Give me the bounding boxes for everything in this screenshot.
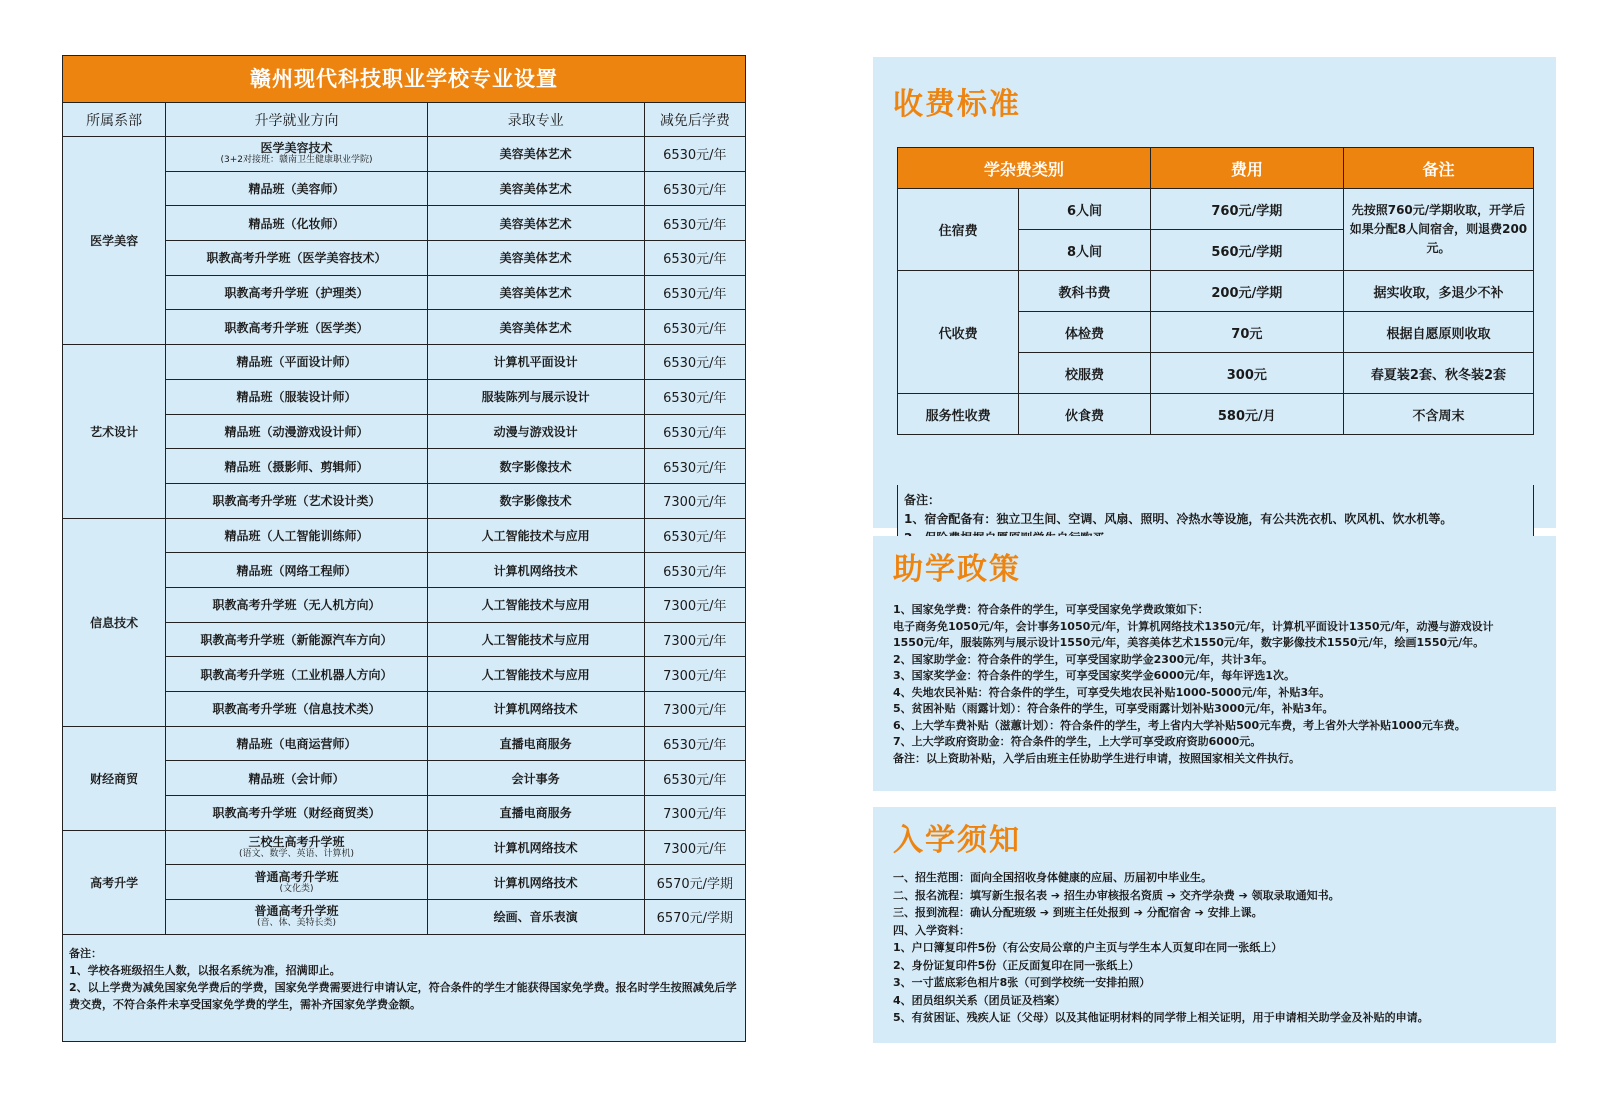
fee-amount: 560元/学期: [1150, 230, 1343, 271]
aid-line: 1、国家免学费：符合条件的学生，可享受国家免学费政策如下：: [893, 603, 1209, 616]
fee-cell: 6570元/学期: [644, 900, 745, 935]
fee-amount: 300元: [1150, 353, 1343, 394]
direction-cell: 精品班（动漫游戏设计师）: [166, 414, 427, 449]
fee-cell: 6530元/年: [644, 414, 745, 449]
admission-line: 四、入学资料：: [893, 923, 970, 937]
fee-standard-title: 收费标准: [893, 87, 1021, 122]
fee-item: 体检费: [1019, 312, 1151, 353]
fee-item: 校服费: [1019, 353, 1151, 394]
fee-cell: 7300元/年: [644, 587, 745, 622]
admission-line: 1、户口簿复印件5份（有公安局公章的户主页与学生本人页复印在同一张纸上）: [893, 941, 1283, 954]
major-row: [63, 553, 745, 588]
admission-panel: [873, 807, 1556, 1043]
direction-cell: 职教高考升学班（护理类）: [166, 275, 427, 310]
aid-line: 6、上大学车费补贴（滋蕙计划）：符合条件的学生，考上省内大学补贴500元车费，考上省外大学补贴1000元车费。: [893, 718, 1466, 732]
major-row: [63, 483, 745, 518]
direction-cell: 职教高考升学班（信息技术类）: [166, 692, 427, 727]
fee-note: 不含周末: [1343, 394, 1533, 435]
major-cell: 绘画、音乐表演: [427, 900, 644, 935]
fee-row: [898, 394, 1534, 435]
major-row: [63, 796, 745, 831]
major-row: [63, 865, 745, 900]
fee-amount: 200元/学期: [1150, 271, 1343, 312]
major-cell: 美容美体艺术: [427, 137, 644, 172]
fee-cell: 6530元/年: [644, 137, 745, 172]
direction-cell: 职教高考升学班（新能源汽车方向）: [166, 622, 427, 657]
direction-cell: 职教高考升学班（财经商贸类）: [166, 796, 427, 831]
major-row: [63, 275, 745, 310]
direction-cell: 职教高考升学班（无人机方向）: [166, 587, 427, 622]
header-major: 录取专业: [427, 103, 644, 137]
major-cell: 计算机平面设计: [427, 345, 644, 380]
major-cell: 计算机网络技术: [427, 692, 644, 727]
direction-cell: 精品班（平面设计师）: [166, 345, 427, 380]
fee-category: 住宿费: [898, 189, 1019, 271]
major-row: [63, 241, 745, 276]
major-row: [63, 171, 745, 206]
dept-cell: 艺术设计: [63, 345, 166, 518]
major-row: [63, 726, 745, 761]
admission-line: 2、身份证复印件5份（正反面复印在同一张纸上）: [893, 958, 1140, 972]
aid-line: 1550元/年，服装陈列与展示设计1550元/年，美容美体艺术1550元/年，数字影像技术1550元/年，绘画1550元/年。: [893, 636, 1485, 649]
direction-label: 普通高考升学班: [254, 869, 339, 884]
fee-standard-panel: [873, 57, 1556, 528]
admission-line: 4、团员组织关系（团员证及档案）: [893, 993, 1066, 1007]
aid-line: 3、国家奖学金：符合条件的学生，可享受国家奖学金6000元/年，每年评选1次。: [893, 669, 1295, 682]
fee-note-line: 1、宿舍配备有：独立卫生间、空调、风扇、照明、冷热水等设施，有公共洗衣机、吹风机、饮水机等。: [904, 512, 1453, 526]
direction-cell: [166, 865, 427, 900]
fee-cell: 6530元/年: [644, 171, 745, 206]
admission-line: 5、有贫困证、残疾人证（父母）以及其他证明材料的同学带上相关证明，用于申请相关助学金及补贴的申请。: [893, 1011, 1429, 1024]
aid-policy-body: [893, 602, 1546, 767]
fee-cell: 6530元/年: [644, 241, 745, 276]
fee-item: 伙食费: [1019, 394, 1151, 435]
direction-sublabel: (语文、数学、英语、计算机): [238, 849, 354, 860]
major-notes: [63, 935, 745, 1013]
major-cell: 直播电商服务: [427, 796, 644, 831]
admission-line: 一、招生范围：面向全国招收身体健康的应届、历届初中毕业生。: [893, 871, 1212, 884]
fee-amount: 760元/学期: [1150, 189, 1343, 230]
major-row: [63, 761, 745, 796]
major-note-line: 2、以上学费为减免国家免学费后的学费，国家免学费需要进行申请认定，符合条件的学生才能获得国家免学费。报名时学生按照减免后学费交费，不符合条件未享受国家免学费的学生，需补齐国家免学费金额。: [69, 980, 737, 1011]
fee-cell: 7300元/年: [644, 796, 745, 831]
direction-cell: 精品班（化妆师）: [166, 206, 427, 241]
dept-cell: 医学美容: [63, 137, 166, 345]
direction-cell: 精品班（会计师）: [166, 761, 427, 796]
major-table-header: [63, 103, 745, 137]
fee-category: 代收费: [898, 271, 1019, 394]
direction-cell: [166, 830, 427, 865]
major-cell: 人工智能技术与应用: [427, 622, 644, 657]
major-row: [63, 310, 745, 345]
major-cell: 美容美体艺术: [427, 310, 644, 345]
major-row: [63, 900, 745, 935]
fee-table: [897, 147, 1534, 435]
fee-amount: 70元: [1150, 312, 1343, 353]
admission-body: [893, 869, 1546, 1027]
major-cell: 美容美体艺术: [427, 206, 644, 241]
direction-sublabel: (3+2对接班：赣南卫生健康职业学院): [220, 155, 373, 166]
major-cell: 人工智能技术与应用: [427, 657, 644, 692]
fee-cell: 7300元/年: [644, 657, 745, 692]
major-row: [63, 518, 745, 553]
major-row: [63, 414, 745, 449]
admission-line: 3、一寸蓝底彩色相片8张（可到学校统一安排拍照）: [893, 976, 1151, 989]
direction-cell: [166, 900, 427, 935]
major-cell: 人工智能技术与应用: [427, 518, 644, 553]
major-setup-panel: [62, 55, 746, 1042]
fee-header-category: 学杂费类别: [898, 148, 1151, 189]
major-cell: 美容美体艺术: [427, 275, 644, 310]
major-row: [63, 345, 745, 380]
fee-cell: 7300元/年: [644, 483, 745, 518]
fee-amount: 580元/月: [1150, 394, 1343, 435]
dept-cell: 高考升学: [63, 830, 166, 934]
direction-cell: 精品班（服装设计师）: [166, 379, 427, 414]
direction-cell: 精品班（人工智能训练师）: [166, 518, 427, 553]
major-row: [63, 379, 745, 414]
fee-cell: 7300元/年: [644, 692, 745, 727]
major-cell: 计算机网络技术: [427, 553, 644, 588]
fee-cell: 6530元/年: [644, 379, 745, 414]
fee-note: 根据自愿原则收取: [1343, 312, 1533, 353]
admission-line: 二、报名流程：填写新生报名表 ➔ 招生办审核报名资质 ➔ 交齐学杂费 ➔ 领取录取通知书。: [893, 888, 1340, 902]
admission-line: 三、报到流程：确认分配班级 ➔ 到班主任处报到 ➔ 分配宿舍 ➔ 安排上课。: [893, 906, 1263, 919]
fee-cell: 6530元/年: [644, 275, 745, 310]
major-cell: 人工智能技术与应用: [427, 587, 644, 622]
header-fee: 减免后学费: [644, 103, 745, 137]
aid-policy-panel: [873, 536, 1556, 791]
major-note-line: 1、学校各班级招生人数，以报名系统为准，招满即止。: [69, 963, 341, 977]
fee-row: [898, 189, 1534, 230]
aid-line: 5、贫困补贴（雨露计划）：符合条件的学生，可享受雨露计划补贴3000元/年，补贴3年。: [893, 702, 1334, 715]
fee-header-note: 备注: [1343, 148, 1533, 189]
major-row: [63, 206, 745, 241]
direction-cell: 精品班（网络工程师）: [166, 553, 427, 588]
direction-label: 医学美容技术: [260, 141, 333, 156]
major-cell: 数字影像技术: [427, 449, 644, 484]
fee-item: 教科书费: [1019, 271, 1151, 312]
major-cell: 会计事务: [427, 761, 644, 796]
fee-cell: 7300元/年: [644, 622, 745, 657]
major-table: [63, 103, 745, 935]
fee-item: 8人间: [1019, 230, 1151, 271]
fee-header-amount: 费用: [1150, 148, 1343, 189]
major-row: [63, 587, 745, 622]
fee-category: 服务性收费: [898, 394, 1019, 435]
fee-cell: 6530元/年: [644, 449, 745, 484]
major-cell: 数字影像技术: [427, 483, 644, 518]
dept-cell: 财经商贸: [63, 726, 166, 830]
direction-label: 三校生高考升学班: [248, 835, 345, 850]
major-row: [63, 692, 745, 727]
major-cell: 服装陈列与展示设计: [427, 379, 644, 414]
fee-cell: 6530元/年: [644, 518, 745, 553]
fee-table-header: [898, 148, 1534, 189]
fee-note-line: 备注：: [904, 493, 941, 507]
major-row: [63, 830, 745, 865]
admission-title: 入学须知: [893, 823, 1021, 858]
major-table-title: 赣州现代科技职业学校专业设置: [63, 56, 745, 103]
major-row: [63, 137, 745, 172]
direction-cell: 精品班（美容师）: [166, 171, 427, 206]
header-direction: 升学就业方向: [166, 103, 427, 137]
fee-cell: 6530元/年: [644, 761, 745, 796]
aid-line: 4、失地农民补贴：符合条件的学生，可享受失地农民补贴1000-5000元/年，补贴3年。: [893, 685, 1331, 699]
aid-policy-title: 助学政策: [893, 552, 1021, 587]
fee-note: 据实收取，多退少不补: [1343, 271, 1533, 312]
major-table-body: [63, 137, 745, 935]
major-note-line: 备注：: [69, 946, 102, 960]
major-row: [63, 657, 745, 692]
fee-row: [898, 271, 1534, 312]
direction-cell: 精品班（摄影师、剪辑师）: [166, 449, 427, 484]
major-cell: 直播电商服务: [427, 726, 644, 761]
fee-note: 春夏装2套、秋冬装2套: [1343, 353, 1533, 394]
aid-line: 7、上大学政府资助金：符合条件的学生，上大学可享受政府资助6000元。: [893, 735, 1262, 748]
direction-cell: [166, 137, 427, 172]
fee-cell: 6530元/年: [644, 310, 745, 345]
fee-note: 先按照760元/学期收取，开学后如果分配8人间宿舍，则退费200元。: [1343, 189, 1533, 271]
fee-cell: 7300元/年: [644, 830, 745, 865]
major-cell: 美容美体艺术: [427, 241, 644, 276]
fee-cell: 6570元/学期: [644, 865, 745, 900]
aid-line: 2、国家助学金：符合条件的学生，可享受国家助学金2300元/年，共计3年。: [893, 652, 1273, 666]
direction-label: 普通高考升学班: [254, 904, 339, 919]
major-row: [63, 622, 745, 657]
major-row: [63, 449, 745, 484]
fee-cell: 6530元/年: [644, 345, 745, 380]
direction-cell: 职教高考升学班（艺术设计类）: [166, 483, 427, 518]
header-dept: 所属系部: [63, 103, 166, 137]
direction-sublabel: (文化类): [279, 883, 314, 894]
major-cell: 计算机网络技术: [427, 830, 644, 865]
major-cell: 计算机网络技术: [427, 865, 644, 900]
major-cell: 美容美体艺术: [427, 171, 644, 206]
fee-item: 6人间: [1019, 189, 1151, 230]
direction-cell: 职教高考升学班（工业机器人方向）: [166, 657, 427, 692]
direction-cell: 职教高考升学班（医学美容技术）: [166, 241, 427, 276]
fee-cell: 6530元/年: [644, 206, 745, 241]
direction-cell: 精品班（电商运营师）: [166, 726, 427, 761]
direction-sublabel: (音、体、美特长类): [256, 918, 336, 929]
direction-cell: 职教高考升学班（医学类）: [166, 310, 427, 345]
fee-cell: 6530元/年: [644, 726, 745, 761]
fee-cell: 6530元/年: [644, 553, 745, 588]
aid-line: 备注：以上资助补贴，入学后由班主任协助学生进行申请，按照国家相关文件执行。: [893, 751, 1300, 765]
dept-cell: 信息技术: [63, 518, 166, 726]
major-cell: 动漫与游戏设计: [427, 414, 644, 449]
aid-line: 电子商务免1050元/年，会计事务1050元/年，计算机网络技术1350元/年，计算机平面设计1350元/年，动漫与游戏设计: [893, 619, 1494, 633]
